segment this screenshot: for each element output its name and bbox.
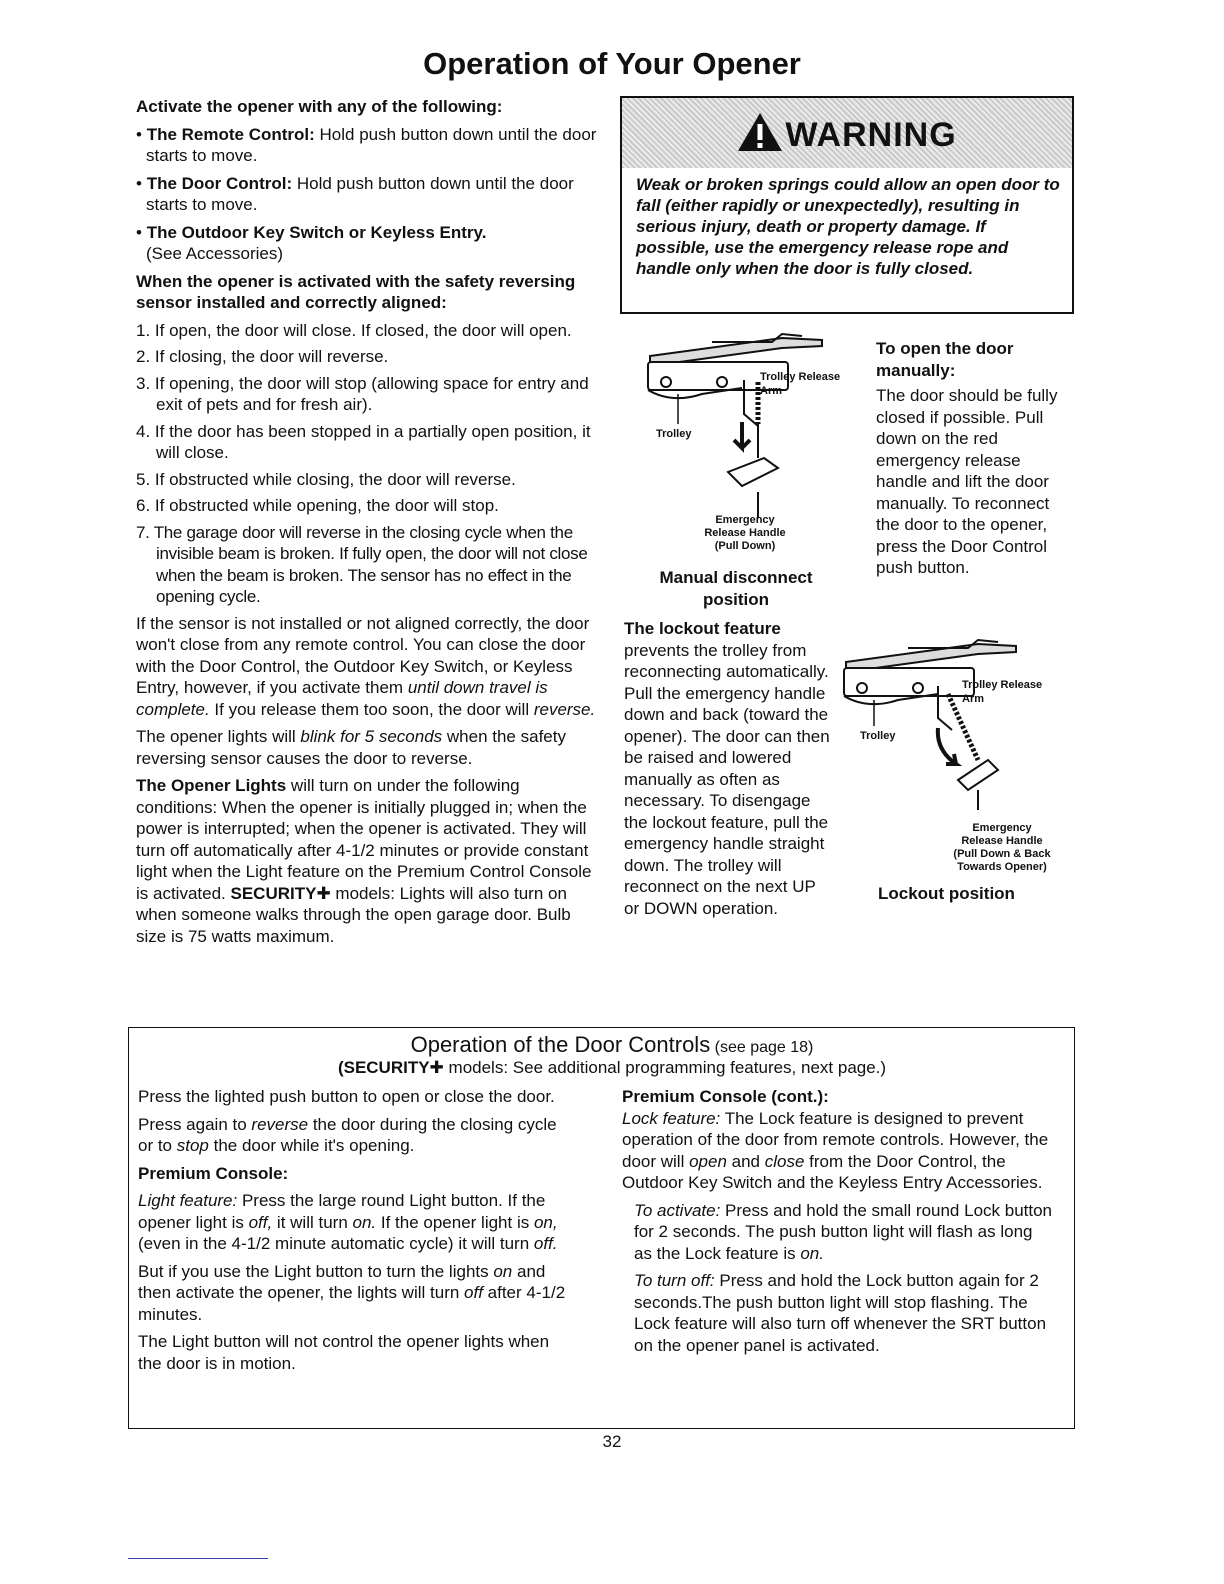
- sensor-heading: When the opener is activated with the safety reversing sensor installed and correctly aligned:: [136, 271, 576, 312]
- opener-lights-paragraph: The Opener Lights will turn on under the following conditions: When the opener is initially plugged in; when the power is interrupted; when the opener is activated. They will turn off automatically after 4-1/2 minutes or provide constant light when the Light feature on the Premium Control Console is activated. SECURITY✚ models: Lights will also turn on when someone walks through the open garage door. Bulb size is 75 watts maximum.: [136, 776, 592, 946]
- light-feature-text: Light feature: Press the large round Light button. If the opener light is off, it will turn on. If the opener light is on, (even in the 4-1/2 minute automatic cycle) it will turn off.: [138, 1191, 558, 1253]
- diagram2-trolley-label: Trolley: [860, 730, 896, 742]
- door-controls-right: [622, 1086, 1054, 1362]
- activator-remote: • The Remote Control: Hold push button down until the door starts to move.: [136, 124, 597, 165]
- diagram2-handle-label: Emergency Release Handle (Pull Down & Back Towards Opener): [953, 822, 1051, 873]
- list-item: 7. The garage door will reverse in the closing cycle when the invisible beam is broken. If fully open, the door will not close when the beam is broken. The sensor has no effect in the opening cycle.: [136, 522, 588, 606]
- list-item: 1. If open, the door will close. If closed, the door will open.: [136, 320, 572, 340]
- blink-paragraph: The opener lights will blink for 5 seconds when the safety reversing sensor causes the door to reverse.: [136, 727, 566, 768]
- premium-console-heading: Premium Console:: [138, 1163, 289, 1183]
- list-item: 4. If the door has been stopped in a partially open position, it will close.: [136, 421, 591, 462]
- warning-label: WARNING: [622, 112, 1072, 155]
- list-item: 2. If closing, the door will reverse.: [136, 347, 389, 366]
- premium-console-cont-heading: Premium Console (cont.):: [622, 1087, 829, 1106]
- controls-reverse-text: Press again to reverse the door during the closing cycle or to stop the door while it's opening.: [138, 1114, 557, 1155]
- lockout-heading: The lockout feature: [624, 619, 781, 638]
- manual-open-section: [876, 338, 1076, 585]
- warning-triangle-icon: [737, 112, 783, 152]
- door-controls-subheading: (SECURITY✚ models: See additional programming features, next page.): [337, 1058, 887, 1077]
- light-button-text: But if you use the Light button to turn the lights on and then activate the opener, the lights will turn off after 4-1/2 minutes.: [138, 1261, 566, 1324]
- page-number: 32: [602, 1432, 622, 1451]
- lockout-text: prevents the trolley from reconnecting automatically. Pull the emergency handle down and back (toward the opener). The door can then be raised and lowered manually as often as necessary. To disengage the lockout feature, pull the emergency handle straight down. The trolley will reconnect on the next UP or DOWN operation.: [624, 640, 830, 918]
- lock-feature-text: Lock feature: The Lock feature is designed to prevent operation of the door from remote controls. However, the door will open and close from the Door Control, the Outdoor Key Switch and the Keyless Entry Accessories.: [622, 1108, 1049, 1192]
- left-column: [136, 96, 598, 953]
- controls-press-text: Press the lighted push button to open or close the door.: [138, 1087, 555, 1106]
- diagram2-trolley-release-arm-label: Trolley Release Arm: [962, 679, 1043, 705]
- warning-text: Weak or broken springs could allow an open door to fall (either rapidly or unexpectedly), resulting in serious injury, death or property damage. If possible, use the emergency release rope and handle only when the door is fully closed.: [636, 175, 1060, 278]
- footer-divider: [128, 1558, 268, 1559]
- manual-disconnect-caption: Manual disconnect position: [659, 568, 813, 609]
- diagram1-handle-label: Emergency Release Handle (Pull Down): [704, 514, 786, 552]
- sensor-not-installed: If the sensor is not installed or not aligned correctly, the door won't close from any remote control. You can close the door with the Door Control, the Outdoor Key Switch, or Keyless Entry, however, if you activate them until down travel is complete. If you release them too soon, the door will reverse.: [136, 613, 596, 719]
- manual-open-heading: To open the door manually:: [876, 339, 1014, 380]
- warning-header: [622, 98, 1072, 168]
- lock-activate-text: To activate: Press and hold the small round Lock button for 2 seconds. The push button light will flash as long as the Lock feature is on.: [634, 1200, 1053, 1263]
- light-motion-text: The Light button will not control the opener lights when the door is in motion.: [138, 1332, 550, 1373]
- lockout-illustration: [838, 630, 1058, 820]
- sensor-steps: [136, 320, 598, 608]
- list-item: 3. If opening, the door will stop (allowing space for entry and exit of pets and for fresh air).: [136, 373, 589, 414]
- manual-open-text: The door should be fully closed if possible. Pull down on the red emergency release handle and lift the door manually. To reconnect the door to the opener, press the Door Control push button.: [876, 386, 1058, 577]
- manual-disconnect-illustration: [632, 322, 852, 522]
- lockout-caption: Lockout position: [878, 884, 1015, 903]
- lockout-section: [624, 618, 834, 925]
- activator-keyswitch: • The Outdoor Key Switch or Keyless Entry. (See Accessories): [136, 222, 487, 263]
- door-controls-heading: Operation of the Door Controls (see page 18): [410, 1032, 814, 1057]
- list-item: 5. If obstructed while closing, the door will reverse.: [136, 469, 516, 489]
- diagram1-trolley-release-arm-label: Trolley Release Arm: [760, 371, 841, 397]
- page-title: Operation of Your Opener: [423, 46, 801, 81]
- door-controls-left: [138, 1086, 568, 1380]
- diagram1-trolley-label: Trolley: [656, 428, 692, 440]
- lock-turn-off-text: To turn off: Press and hold the Lock button again for 2 seconds.The push button light will stop flashing. The Lock feature will also turn off whenever the SRT button on the opener panel is activated.: [634, 1271, 1047, 1355]
- activate-intro: Activate the opener with any of the following:: [136, 97, 503, 116]
- warning-box: [620, 96, 1074, 314]
- list-item: 6. If obstructed while opening, the door will stop.: [136, 496, 499, 515]
- activator-door-control: • The Door Control: Hold push button down until the door starts to move.: [136, 173, 574, 214]
